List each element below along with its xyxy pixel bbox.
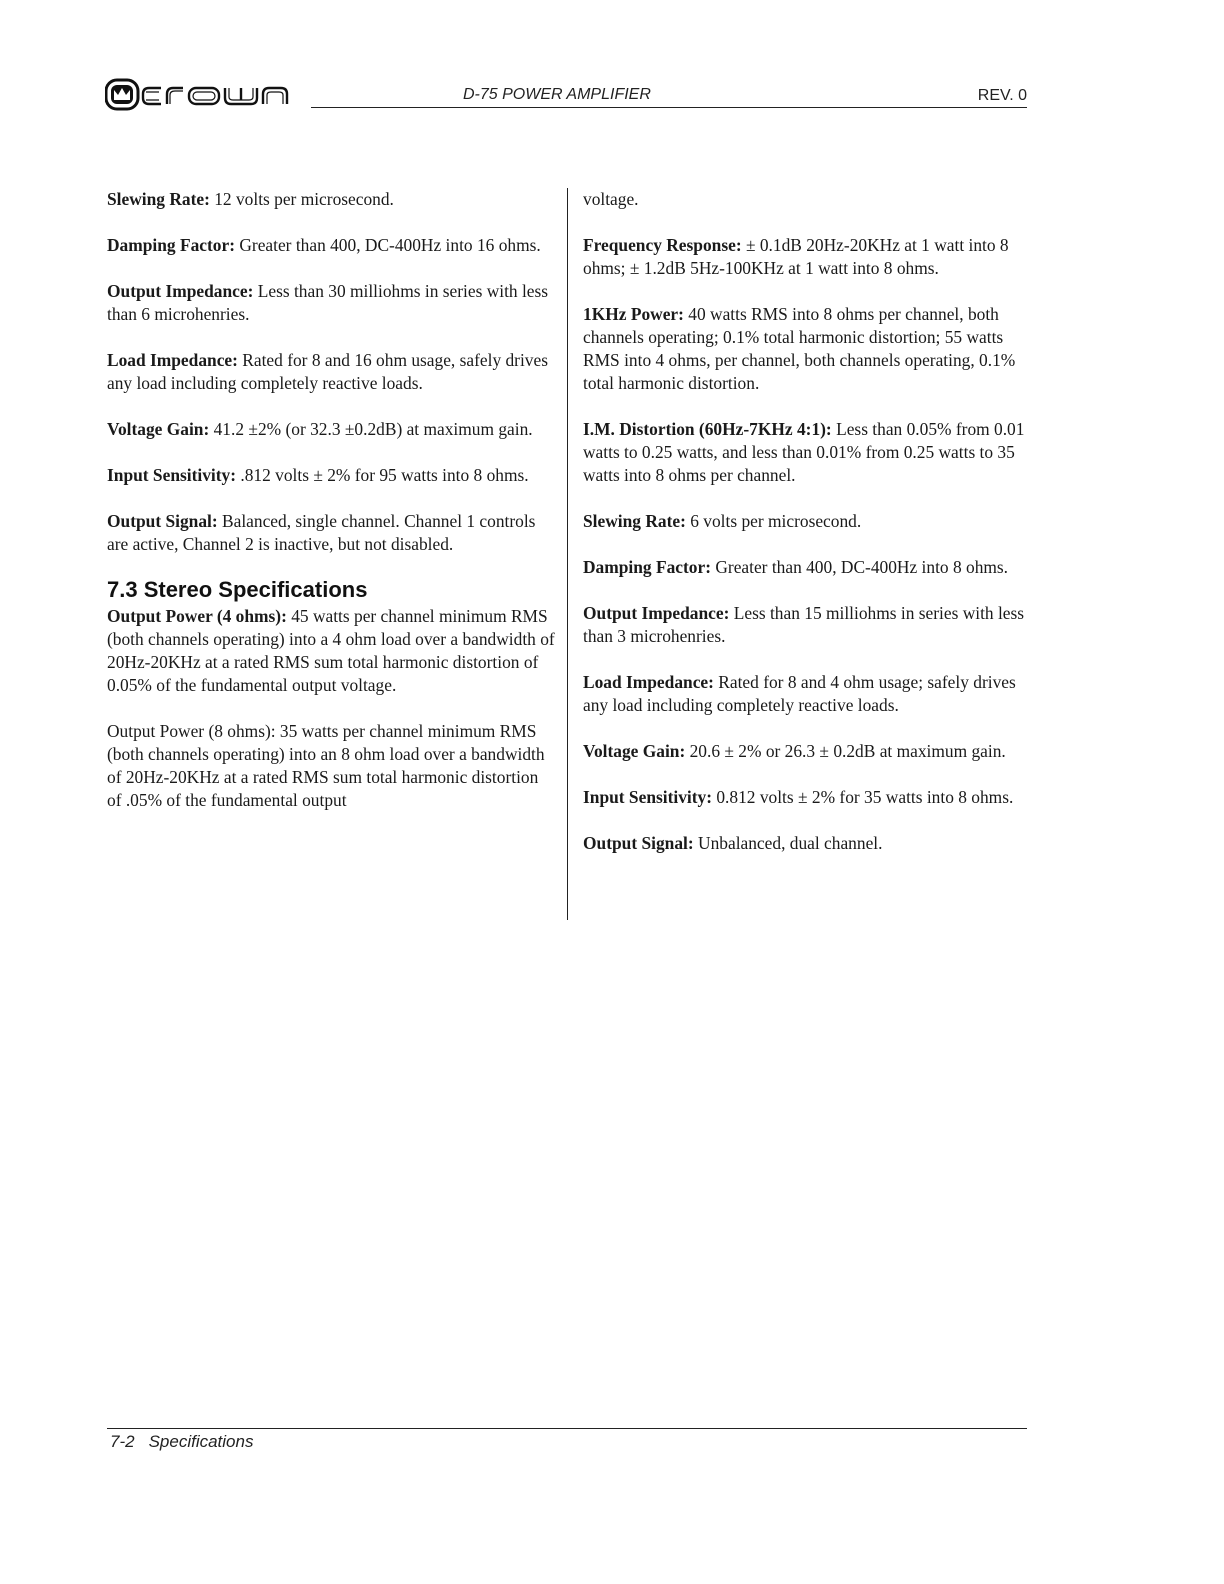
spec-label: Damping Factor: — [107, 235, 235, 255]
spec-paragraph — [107, 464, 557, 487]
spec-paragraph — [583, 832, 1033, 855]
spec-label: Output Signal: — [583, 833, 694, 853]
spec-text: 12 volts per microsecond. — [209, 189, 394, 209]
spec-text: Rated for 8 and 16 ohm usage, safely drives any load including completely reactive loads. — [107, 350, 548, 393]
spec-text: Less than 0.05% from 0.01 watts to 0.25 watts, and less than 0.01% from 0.25 watts to 35 watts into 8 ohms per channel. — [583, 419, 1025, 485]
spec-paragraph — [107, 605, 557, 697]
footer-rule — [107, 1428, 1027, 1429]
spec-paragraph — [583, 602, 1033, 648]
spec-text: Balanced, single channel. Channel 1 controls are active, Channel 2 is inactive, but not disabled. — [107, 511, 536, 554]
spec-text: voltage. — [583, 189, 639, 209]
document-title: D-75 POWER AMPLIFIER — [463, 86, 651, 103]
right-column — [583, 188, 1033, 878]
spec-paragraph — [583, 188, 1033, 211]
spec-text: 40 watts RMS into 8 ohms per channel, both channels operating; 0.1% total harmonic distortion; 55 watts RMS into 4 ohms, per channel, both channels operating, 0.1% total harmonic distortion. — [583, 304, 1016, 393]
spec-label: Output Signal: — [107, 511, 218, 531]
spec-text: 0.812 volts ± 2% for 35 watts into 8 ohms. — [712, 787, 1014, 807]
spec-label: Damping Factor: — [583, 557, 711, 577]
section-heading: 7.3 Stereo Specifications — [107, 577, 368, 602]
spec-paragraph — [583, 510, 1033, 533]
header-rule — [311, 107, 1027, 108]
left-column — [107, 188, 557, 835]
spec-paragraph — [107, 510, 557, 556]
spec-paragraph — [583, 303, 1033, 395]
spec-text: 20.6 ± 2% or 26.3 ± 0.2dB at maximum gain. — [685, 741, 1006, 761]
spec-paragraph — [583, 786, 1033, 809]
spec-text: 45 watts per channel minimum RMS (both channels operating) into a 4 ohm load over a bandwidth of 20Hz-20KHz at a rated RMS sum total harmonic distortion of 0.05% of the fundamental output voltage. — [107, 606, 555, 695]
spec-label: Load Impedance: — [107, 350, 238, 370]
spec-label: Output Power (4 ohms): — [107, 606, 287, 626]
spec-paragraph — [107, 280, 557, 326]
spec-text: 6 volts per microsecond. — [685, 511, 862, 531]
crown-logo — [105, 78, 305, 112]
spec-label: Frequency Response: — [583, 235, 742, 255]
spec-paragraph — [583, 234, 1033, 280]
column-divider — [567, 188, 568, 920]
spec-label: Voltage Gain: — [107, 419, 210, 439]
spec-label: Load Impedance: — [583, 672, 714, 692]
spec-text: Output Power (8 ohms): 35 watts per channel minimum RMS (both channels operating) into an 8 ohm load over a bandwidth of 20Hz-20KHz at a rated RMS sum total harmonic distortion of .05% of the fundamental output — [107, 721, 545, 810]
spec-text: Less than 15 milliohms in series with less than 3 microhenries. — [583, 603, 1025, 646]
spec-label: Input Sensitivity: — [107, 465, 237, 485]
spec-label: Input Sensitivity: — [583, 787, 713, 807]
spec-text: Unbalanced, dual channel. — [693, 833, 883, 853]
spec-text: Rated for 8 and 4 ohm usage; safely drives any load including completely reactive loads. — [583, 672, 1016, 715]
page-footer — [110, 1432, 253, 1452]
spec-paragraph — [583, 740, 1033, 763]
spec-text: Greater than 400, DC-400Hz into 16 ohms. — [235, 235, 541, 255]
page-header — [105, 78, 1027, 112]
revision-label: REV. 0 — [977, 87, 1027, 104]
spec-label: I.M. Distortion (60Hz-7KHz 4:1): — [583, 419, 832, 439]
spec-label: Slewing Rate: — [583, 511, 686, 531]
spec-text: .812 volts ± 2% for 95 watts into 8 ohms. — [236, 465, 529, 485]
footer-section: Specifications — [148, 1432, 254, 1451]
spec-label: Output Impedance: — [107, 281, 254, 301]
spec-label: Output Impedance: — [583, 603, 730, 623]
spec-label: Voltage Gain: — [583, 741, 686, 761]
spec-paragraph — [107, 418, 557, 441]
page-number: 7-2 — [110, 1432, 135, 1451]
spec-paragraph — [107, 720, 557, 812]
spec-paragraph — [583, 418, 1033, 487]
spec-paragraph — [107, 188, 557, 211]
spec-text: ± 0.1dB 20Hz-20KHz at 1 watt into 8 ohms; ± 1.2dB 5Hz-100KHz at 1 watt into 8 ohms. — [583, 235, 1009, 278]
spec-paragraph — [107, 234, 557, 257]
spec-text: 41.2 ±2% (or 32.3 ±0.2dB) at maximum gain. — [209, 419, 533, 439]
spec-paragraph — [583, 556, 1033, 579]
spec-label: Slewing Rate: — [107, 189, 210, 209]
spec-paragraph — [583, 671, 1033, 717]
spec-text: Greater than 400, DC-400Hz into 8 ohms. — [711, 557, 1009, 577]
spec-paragraph — [107, 349, 557, 395]
spec-text: Less than 30 milliohms in series with less than 6 microhenries. — [107, 281, 549, 324]
spec-label: 1KHz Power: — [583, 304, 684, 324]
